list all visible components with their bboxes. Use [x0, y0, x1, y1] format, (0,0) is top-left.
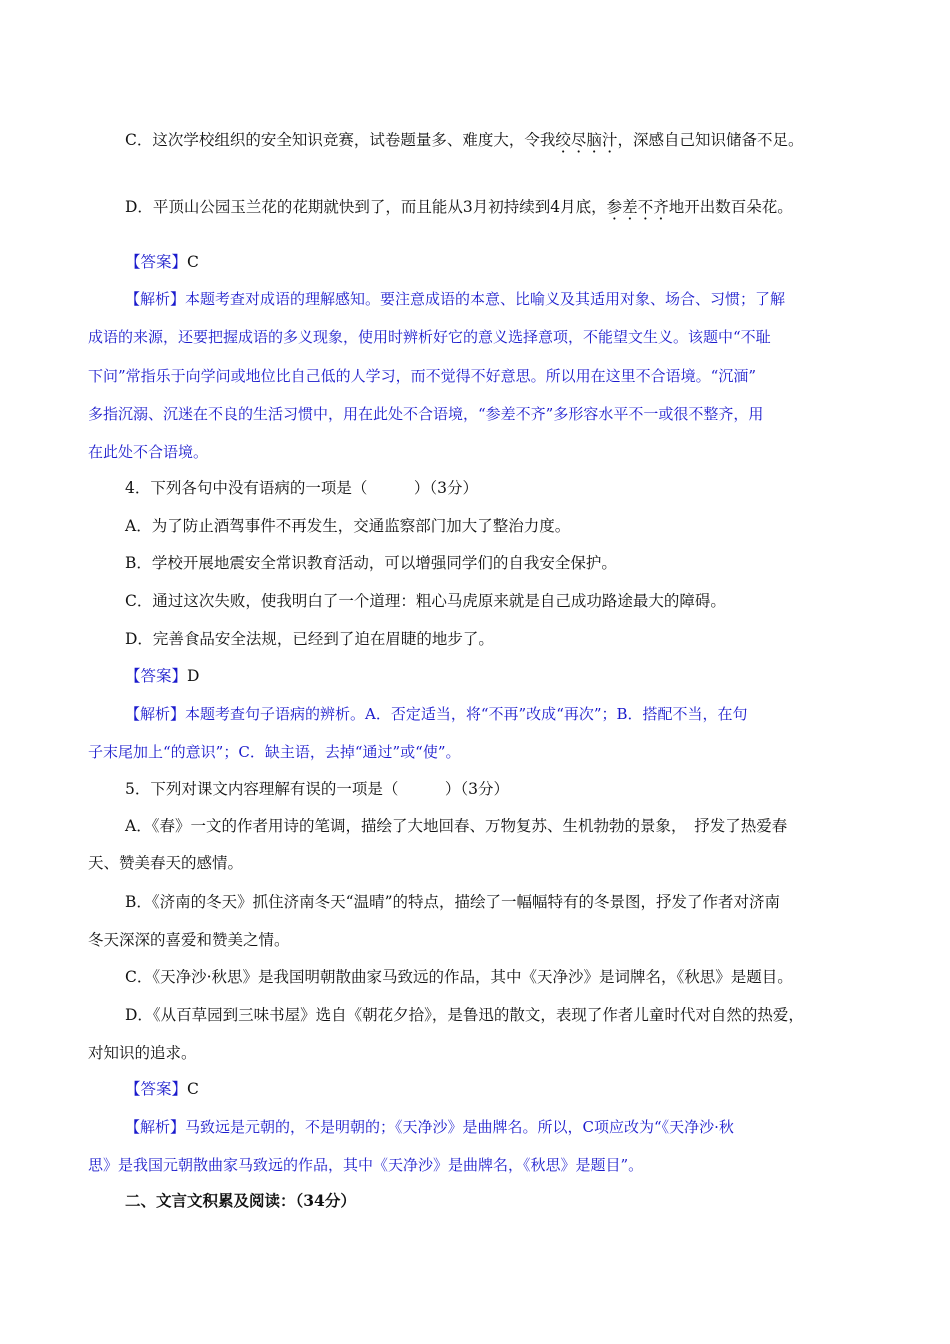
section-heading: 二、文言文积累及阅读：（34分）	[125, 1191, 356, 1210]
q4-analysis-line: 子末尾加上“的意识”；C．缺主语，去掉“通过”或“使”。	[88, 743, 461, 761]
q3-analysis-line: 下问”常指乐于向学问或地位比自己低的人学习，而不觉得不好意思。所以用在这里不合语境。“沉湎”	[88, 367, 757, 385]
q4-stem: 4．下列各句中没有语病的一项是（ ）（3分）	[125, 479, 478, 497]
q3-option-d-text: D．平顶山公园玉兰花的花期就快到了，而且能从3月初持续到4月底，	[125, 198, 607, 216]
q5-answer	[125, 1078, 199, 1100]
q4-analysis-line	[125, 703, 748, 725]
q4-option-a: A．为了防止酒驾事件不再发生，交通监察部门加大了整治力度。	[125, 517, 571, 535]
analysis-tag: 【解析】	[125, 705, 186, 723]
dotted-char: 差	[622, 198, 638, 216]
q4-answer	[125, 665, 199, 687]
q3-analysis-line: 多指沉溺、沉迷在不良的生活习惯中，用在此处不合语境，“参差不齐”多形容水平不一或很不整齐，用	[88, 405, 764, 423]
q4-option-b: B．学校开展地震安全常识教育活动，可以增强同学们的自我安全保护。	[125, 554, 617, 572]
answer-value: C	[187, 1080, 199, 1098]
dotted-char: 绞	[555, 131, 571, 149]
q3-option-c	[125, 129, 803, 151]
q3-option-d	[125, 196, 793, 218]
analysis-tag: 【解析】	[125, 290, 186, 308]
q3-analysis-line: 在此处不合语境。	[88, 443, 209, 461]
dotted-char: 齐	[653, 198, 669, 216]
dotted-char: 参	[606, 198, 623, 216]
q5-option-a-cont: 天、赞美春天的感情。	[88, 854, 244, 872]
dotted-char: 脑	[586, 131, 602, 149]
q3-answer	[125, 251, 199, 273]
q3-analysis-line	[125, 288, 785, 310]
q5-option-b-cont: 冬天深深的喜爱和赞美之情。	[88, 931, 290, 949]
q3-analysis-line: 成语的来源，还要把握成语的多义现象，使用时辨析好它的意义选择意项，不能望文生义。该题中“不耻	[88, 328, 771, 346]
answer-tag: 【答案】	[125, 253, 188, 271]
answer-tag: 【答案】	[125, 1080, 188, 1098]
q5-option-c: C．《天净沙·秋思》是我国明朝散曲家马致远的作品，其中《天净沙》是词牌名，《秋思》是题目。	[125, 968, 793, 986]
analysis-text: 马致远是元朝的，不是明朝的；《天净沙》是曲牌名。所以，C项应改为“《天净沙·秋	[185, 1118, 734, 1136]
q3-option-d-tail: 地开出数百朵花。	[668, 198, 793, 216]
answer-tag: 【答案】	[125, 667, 188, 685]
answer-value: C	[187, 253, 199, 271]
q4-option-c: C．通过这次失败，使我明白了一个道理：粗心马虎原来就是自己成功路途最大的障碍。	[125, 592, 726, 610]
q5-stem: 5．下列对课文内容理解有误的一项是（ ）（3分）	[125, 780, 509, 798]
q3-option-c-text: C．这次学校组织的安全知识竞赛，试卷题量多、难度大，令我	[125, 131, 556, 149]
analysis-text: 本题考查句子语病的辨析。A．否定适当，将“不再”改成“再次”；B．搭配不当，在句	[185, 705, 748, 723]
analysis-tag: 【解析】	[125, 1118, 186, 1136]
q5-analysis-line: 思》是我国元朝散曲家马致远的作品，其中《天净沙》是曲牌名，《秋思》是题目”。	[88, 1156, 644, 1174]
dotted-char: 汁	[601, 131, 618, 149]
q5-option-d-cont: 对知识的追求。	[88, 1044, 197, 1062]
q5-option-a: A．《春》一文的作者用诗的笔调，描绘了大地回春、万物复苏、生机勃勃的景象， 抒发了热爱春	[125, 817, 788, 835]
q5-option-d: D．《从百草园到三味书屋》选自《朝花夕拾》，是鲁迅的散文，表现了作者儿童时代对自然的热爱，	[125, 1006, 804, 1024]
analysis-text: 本题考查对成语的理解感知。要注意成语的本意、比喻义及其适用对象、场合、习惯；了解	[185, 290, 786, 308]
dotted-char: 尽	[570, 131, 587, 149]
q5-analysis-line	[125, 1116, 734, 1138]
q5-option-b: B．《济南的冬天》抓住济南冬天“温晴”的特点，描绘了一幅幅特有的冬景图，抒发了作者对济南	[125, 893, 780, 911]
dotted-char: 不	[637, 198, 654, 216]
q3-option-c-tail: ，深感自己知识储备不足。	[617, 131, 804, 149]
answer-value: D	[187, 667, 200, 685]
q4-option-d: D．完善食品安全法规，已经到了迫在眉睫的地步了。	[125, 630, 494, 648]
